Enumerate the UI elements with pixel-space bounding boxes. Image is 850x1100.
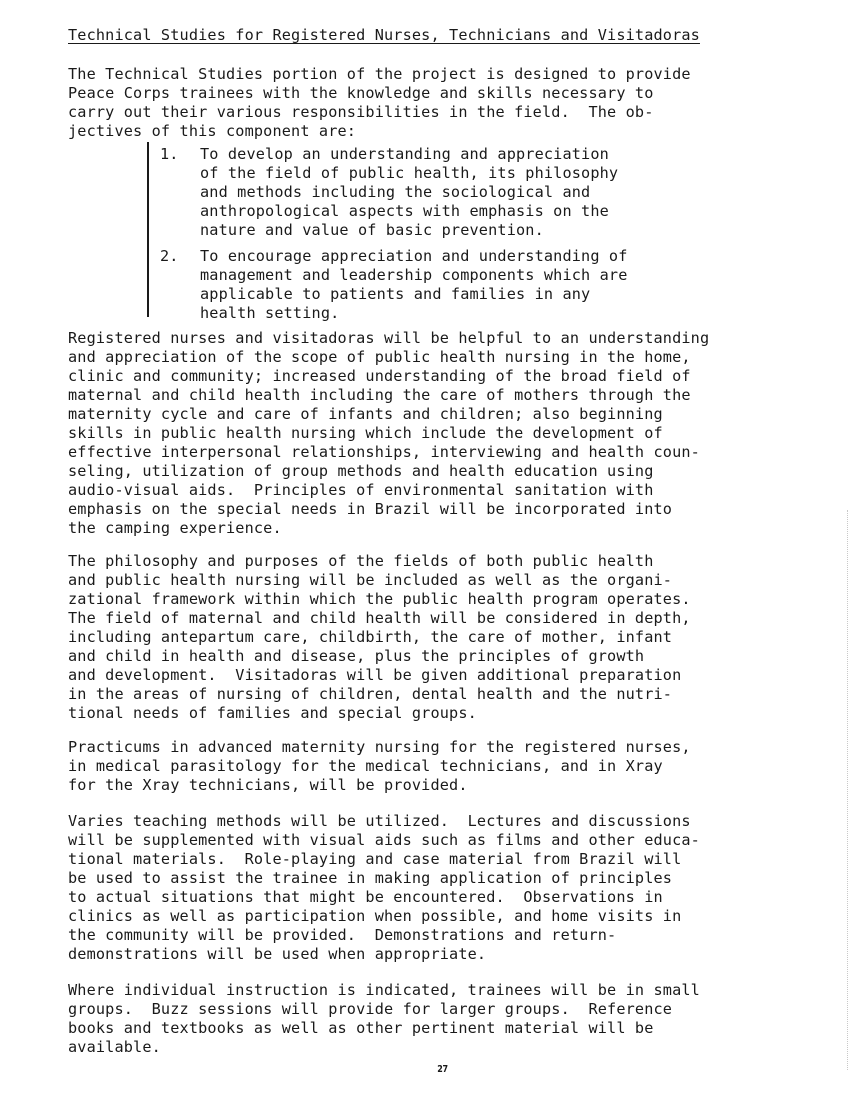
text-line: maternal and child health including the care of mothers through the [68,386,691,404]
text-line: jectives of this component are: [68,122,357,140]
page-number: 27 [437,1064,448,1075]
text-line: and development. Visitadoras will be given additional preparation [68,666,682,684]
text-line: Peace Corps trainees with the knowledge and skills necessary to [68,84,654,102]
text-line: in medical parasitology for the medical technicians, and in Xray [68,757,663,775]
text-line: in the areas of nursing of children, dental health and the nutri- [68,685,673,703]
section-heading: Technical Studies for Registered Nurses, Technicians and Visitadoras [68,26,700,44]
text-line: skills in public health nursing which include the development of [68,424,663,442]
text-line: applicable to patients and families in any [200,285,591,303]
text-line: anthropological aspects with emphasis on the [200,202,609,220]
text-line: available. [68,1038,161,1056]
text-line: To encourage appreciation and understanding of [200,247,628,265]
text-line: books and textbooks as well as other pertinent material will be [68,1019,654,1037]
text-line: and appreciation of the scope of public health nursing in the home, [68,348,691,366]
text-line: for the Xray technicians, will be provided. [68,776,468,794]
text-line: Practicums in advanced maternity nursing for the registered nurses, [68,738,691,756]
text-line: The Technical Studies portion of the project is designed to provide [68,65,691,83]
text-line: will be supplemented with visual aids such as films and other educa- [68,831,700,849]
text-line: Varies teaching methods will be utilized. Lectures and discussions [68,812,691,830]
text-line: tional materials. Role-playing and case material from Brazil will [68,850,682,868]
text-line: clinic and community; increased understanding of the broad field of [68,367,691,385]
text-line: clinics as well as participation when possible, and home visits in [68,907,682,925]
text-line: emphasis on the special needs in Brazil will be incorporated into [68,500,673,518]
margin-bar [147,142,149,317]
objective-number: 1. [160,145,179,163]
text-line: health setting. [200,304,340,322]
text-line: Registered nurses and visitadoras will be helpful to an understanding [68,329,710,347]
objective-number: 2. [160,247,179,265]
text-line: and methods including the sociological and [200,183,591,201]
text-line: and child in health and disease, plus the principles of growth [68,647,645,665]
text-line: maternity cycle and care of infants and children; also beginning [68,405,663,423]
text-line: including antepartum care, childbirth, the care of mother, infant [68,628,673,646]
text-line: the community will be provided. Demonstrations and return- [68,926,617,944]
text-line: To develop an understanding and appreciation [200,145,609,163]
text-line: to actual situations that might be encountered. Observations in [68,888,663,906]
text-line: demonstrations will be used when appropriate. [68,945,487,963]
text-line: audio-visual aids. Principles of environmental sanitation with [68,481,654,499]
text-line: seling, utilization of group methods and health education using [68,462,654,480]
scan-edge-divider [846,510,848,1070]
text-line: the camping experience. [68,519,282,537]
text-line: The philosophy and purposes of the fields of both public health [68,552,654,570]
text-line: of the field of public health, its philosophy [200,164,619,182]
text-line: management and leadership components which are [200,266,628,284]
text-line: carry out their various responsibilities in the field. The ob- [68,103,654,121]
text-line: effective interpersonal relationships, interviewing and health coun- [68,443,700,461]
text-line: The field of maternal and child health will be considered in depth, [68,609,691,627]
text-line: groups. Buzz sessions will provide for larger groups. Reference [68,1000,673,1018]
text-line: and public health nursing will be included as well as the organi- [68,571,673,589]
text-line: tional needs of families and special groups. [68,704,477,722]
text-line: nature and value of basic prevention. [200,221,544,239]
text-line: zational framework within which the public health program operates. [68,590,691,608]
text-line: Where individual instruction is indicated, trainees will be in small [68,981,700,999]
text-line: be used to assist the trainee in making application of principles [68,869,673,887]
